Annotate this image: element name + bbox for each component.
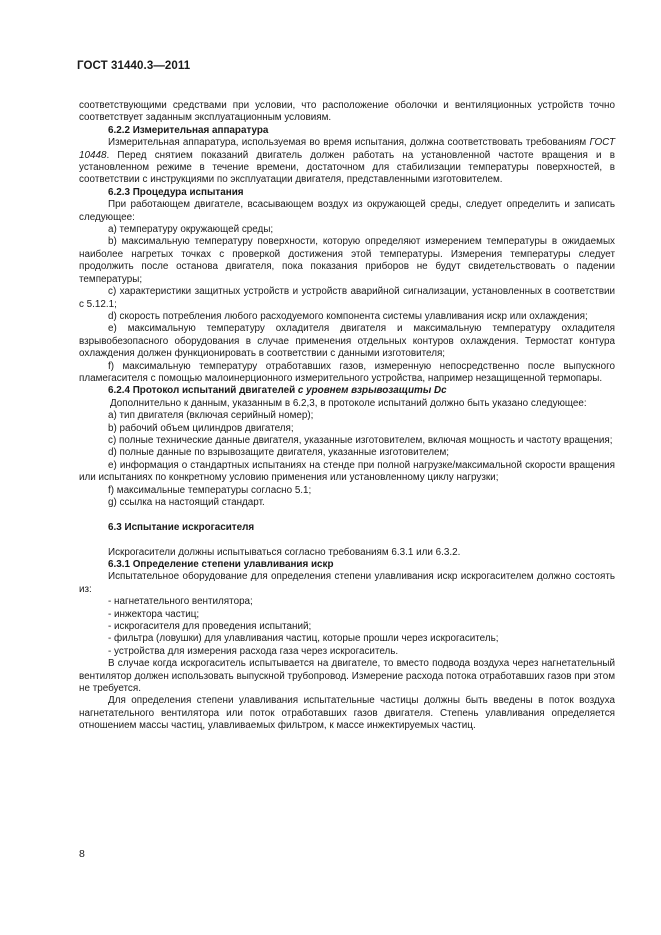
paragraph: Испытательное оборудование для определения степени улавливания искр искрогасителем должно состоять из: bbox=[79, 571, 615, 595]
heading-text: 6.2.4 Протокол испытаний двигателей bbox=[108, 385, 298, 397]
list-item: - устройства для измерения расхода газа через искрогаситель. bbox=[108, 645, 399, 657]
list-item: d) полные данные по взрывозащите двигателя, указанные изготовителем; bbox=[108, 447, 450, 459]
page-number: 8 bbox=[79, 848, 85, 860]
list-item: a) тип двигателя (включая серийный номер); bbox=[108, 410, 314, 422]
section-heading-6-3-1: 6.3.1 Определение степени улавливания искр bbox=[108, 559, 334, 570]
paragraph: Дополнительно к данным, указанным в 6.2,3, в протоколе испытаний должно быть указано следующее: bbox=[110, 397, 587, 409]
list-item: f) максимальную температуру отработавших газов, измеренную непосредственно после выпускного пламегасителя с помощью малоинерционного измерительного устройства, например незащищенной термопары. bbox=[79, 360, 615, 384]
section-heading-6-2-4 bbox=[79, 385, 615, 397]
standard-header: ГОСТ 31440.3—2011 bbox=[77, 60, 191, 72]
list-item: - искрогасителя для проведения испытаний; bbox=[108, 621, 312, 633]
list-item: f) максимальные температуры согласно 5.1; bbox=[108, 484, 312, 496]
section-heading-6-2-2: 6.2.2 Измерительная аппаратура bbox=[108, 124, 269, 136]
list-item: - фильтра (ловушки) для улавливания частиц, которые прошли через искрогаситель; bbox=[108, 633, 499, 645]
section-heading-6-2-3: 6.2.3 Процедура испытания bbox=[108, 186, 244, 198]
list-item: e) максимальную температуру охладителя двигателя и максимальную температуру охладителя взрывобезопасного оборудования в случае применения отдельных контуров охлаждения. Термостат контура охлаждения должен функционировать в соответствии с данными изготовителя; bbox=[79, 323, 615, 360]
paragraph: Для определения степени улавливания испытательные частицы должны быть введены в поток воздуха нагнетательного вентилятора или поток отработавших газов двигателя. Степень улавливания определяется отношением массы частиц, улавливаемых фильтром, к массе инжектируемых частиц. bbox=[79, 695, 615, 732]
list-item: d) скорость потребления любого расходуемого компонента системы улавливания искр или охлаждения; bbox=[108, 310, 588, 322]
section-heading-6-3: 6.3 Испытание искрогасителя bbox=[108, 521, 255, 533]
text-run: Измерительная аппаратура, используемая во время испытания, должна соответствовать требованиям bbox=[108, 137, 590, 149]
paragraph bbox=[79, 137, 615, 187]
list-item: g) ссылка на настоящий стандарт. bbox=[108, 497, 265, 508]
list-item: c) полные технические данные двигателя, указанные изготовителем, включая мощность и частоту вращения; bbox=[108, 434, 613, 446]
paragraph: В случае когда искрогаситель испытывается на двигателе, то вместо подвода воздуха через нагнетательный вентилятор должен использовать выпускной трубопровод. Измерение расхода потока отработавших газов при этом не требуется. bbox=[79, 658, 615, 695]
document-body bbox=[79, 100, 615, 733]
list-item: c) характеристики защитных устройств и устройств аварийной сигнализации, установленных в соответствии с 5.12.1; bbox=[79, 286, 615, 310]
paragraph: При работающем двигателе, всасывающем воздух из окружающей среды, следует определить и записать следующее: bbox=[79, 199, 615, 223]
paragraph: Искрогасители должны испытываться согласно требованиям 6.3.1 или 6.3.2. bbox=[108, 546, 461, 558]
list-item: a) температуру окружающей среды; bbox=[108, 224, 274, 236]
list-item: - инжектора частиц; bbox=[108, 608, 200, 620]
list-item: - нагнетательного вентилятора; bbox=[108, 596, 253, 608]
paragraph: соответствующими средствами при условии, что расположение оболочки и вентиляционных устройств точно соответствует заданным эксплуатационным условиям. bbox=[79, 100, 615, 124]
list-item: b) рабочий объем цилиндров двигателя; bbox=[108, 422, 294, 434]
heading-text-italic: с уровнем взрывозащиты Dc bbox=[297, 385, 447, 397]
text-run: . Перед снятием показаний двигатель должен работать на установленной частоте вращения и в установленном режиме в течение времени, достаточном для стабилизации температуры поверхностей, в соответствии с инструкциями по эксплуатации двигателя, представленными изготовителем. bbox=[79, 149, 615, 186]
standard-reference: ГОСТ 10448 bbox=[79, 137, 615, 161]
list-item: e) информация о стандартных испытаниях на стенде при полной нагрузке/максимальной скорости вращения или испытаниях по конкретному условию применения или установленному циклу нагрузки; bbox=[79, 459, 615, 484]
list-item: b) максимальную температуру поверхности, которую определяют измерением температуры в ожидаемых наиболее нагретых точках с проверкой достижения этой температуры. Измерения температуры следует продолжить после останова двигателя, пока показания приборов не будут свидетельствовать о падении температуры; bbox=[79, 236, 615, 285]
